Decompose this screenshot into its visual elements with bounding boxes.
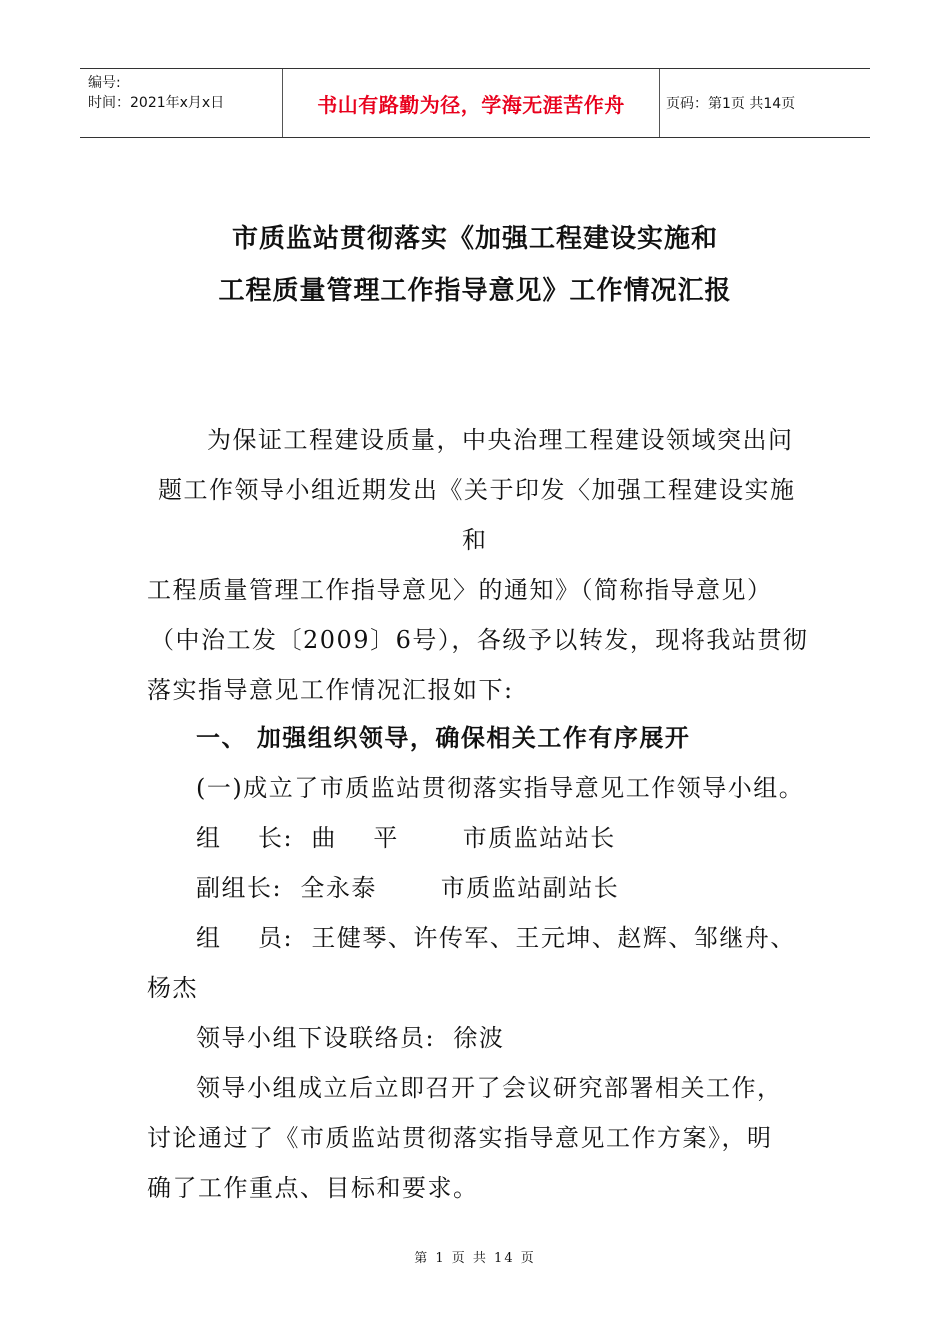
liaison-line: 领导小组下设联络员: 徐波 <box>196 1024 505 1052</box>
meeting-line-2: 讨论通过了《市质监站贯彻落实指导意见工作方案》，明 <box>147 1124 773 1152</box>
intro-line-5: （中治工发〔2009〕6号），各级予以转发，现将我站贯彻 <box>150 626 809 654</box>
members-line-2: 杨杰 <box>147 974 198 1002</box>
intro-line-3: 和 <box>462 526 488 554</box>
page-footer: 第 1 页 共 14 页 <box>414 1251 536 1266</box>
time-label: 时间：2021年x月x日 <box>88 95 225 111</box>
intro-line-4: 工程质量管理工作指导意见〉的通知》（简称指导意见） <box>147 576 773 604</box>
members-line-1: 组 员: 王健琴、许传军、王元坤、赵辉、邹继舟、 <box>196 924 796 952</box>
motto-text: 书山有路勤为径，学海无涯苦作舟 <box>317 92 625 117</box>
intro-line-1: 为保证工程建设质量，中央治理工程建设领域突出问 <box>207 426 794 454</box>
header-motto-cell <box>282 69 660 137</box>
deputy-line: 副组长: 全永泰 市质监站副站长 <box>196 874 620 902</box>
section-heading-1: 一、 加强组织领导，确保相关工作有序展开 <box>196 723 691 752</box>
item-1: (一)成立了市质监站贯彻落实指导意见工作领导小组。 <box>196 774 805 802</box>
intro-line-6: 落实指导意见工作情况汇报如下: <box>147 676 514 704</box>
header-meta <box>80 69 282 137</box>
page-title-line-1: 市质监站贯彻落实《加强工程建设实施和 <box>231 224 718 254</box>
intro-line-2: 题工作领导小组近期发出《关于印发〈加强工程建设实施 <box>158 476 796 504</box>
meeting-line-1: 领导小组成立后立即召开了会议研究部署相关工作， <box>196 1074 783 1102</box>
page-info-text: 页码：第1页 共14页 <box>666 96 796 112</box>
meeting-line-3: 确了工作重点、目标和要求。 <box>147 1174 479 1202</box>
leader-line: 组 长: 曲 平 市质监站站长 <box>196 824 616 852</box>
page-title-line-2: 工程质量管理工作指导意见》工作情况汇报 <box>218 276 732 306</box>
document-header <box>80 68 870 138</box>
number-label: 编号: <box>88 75 121 91</box>
header-page-info <box>660 69 870 137</box>
